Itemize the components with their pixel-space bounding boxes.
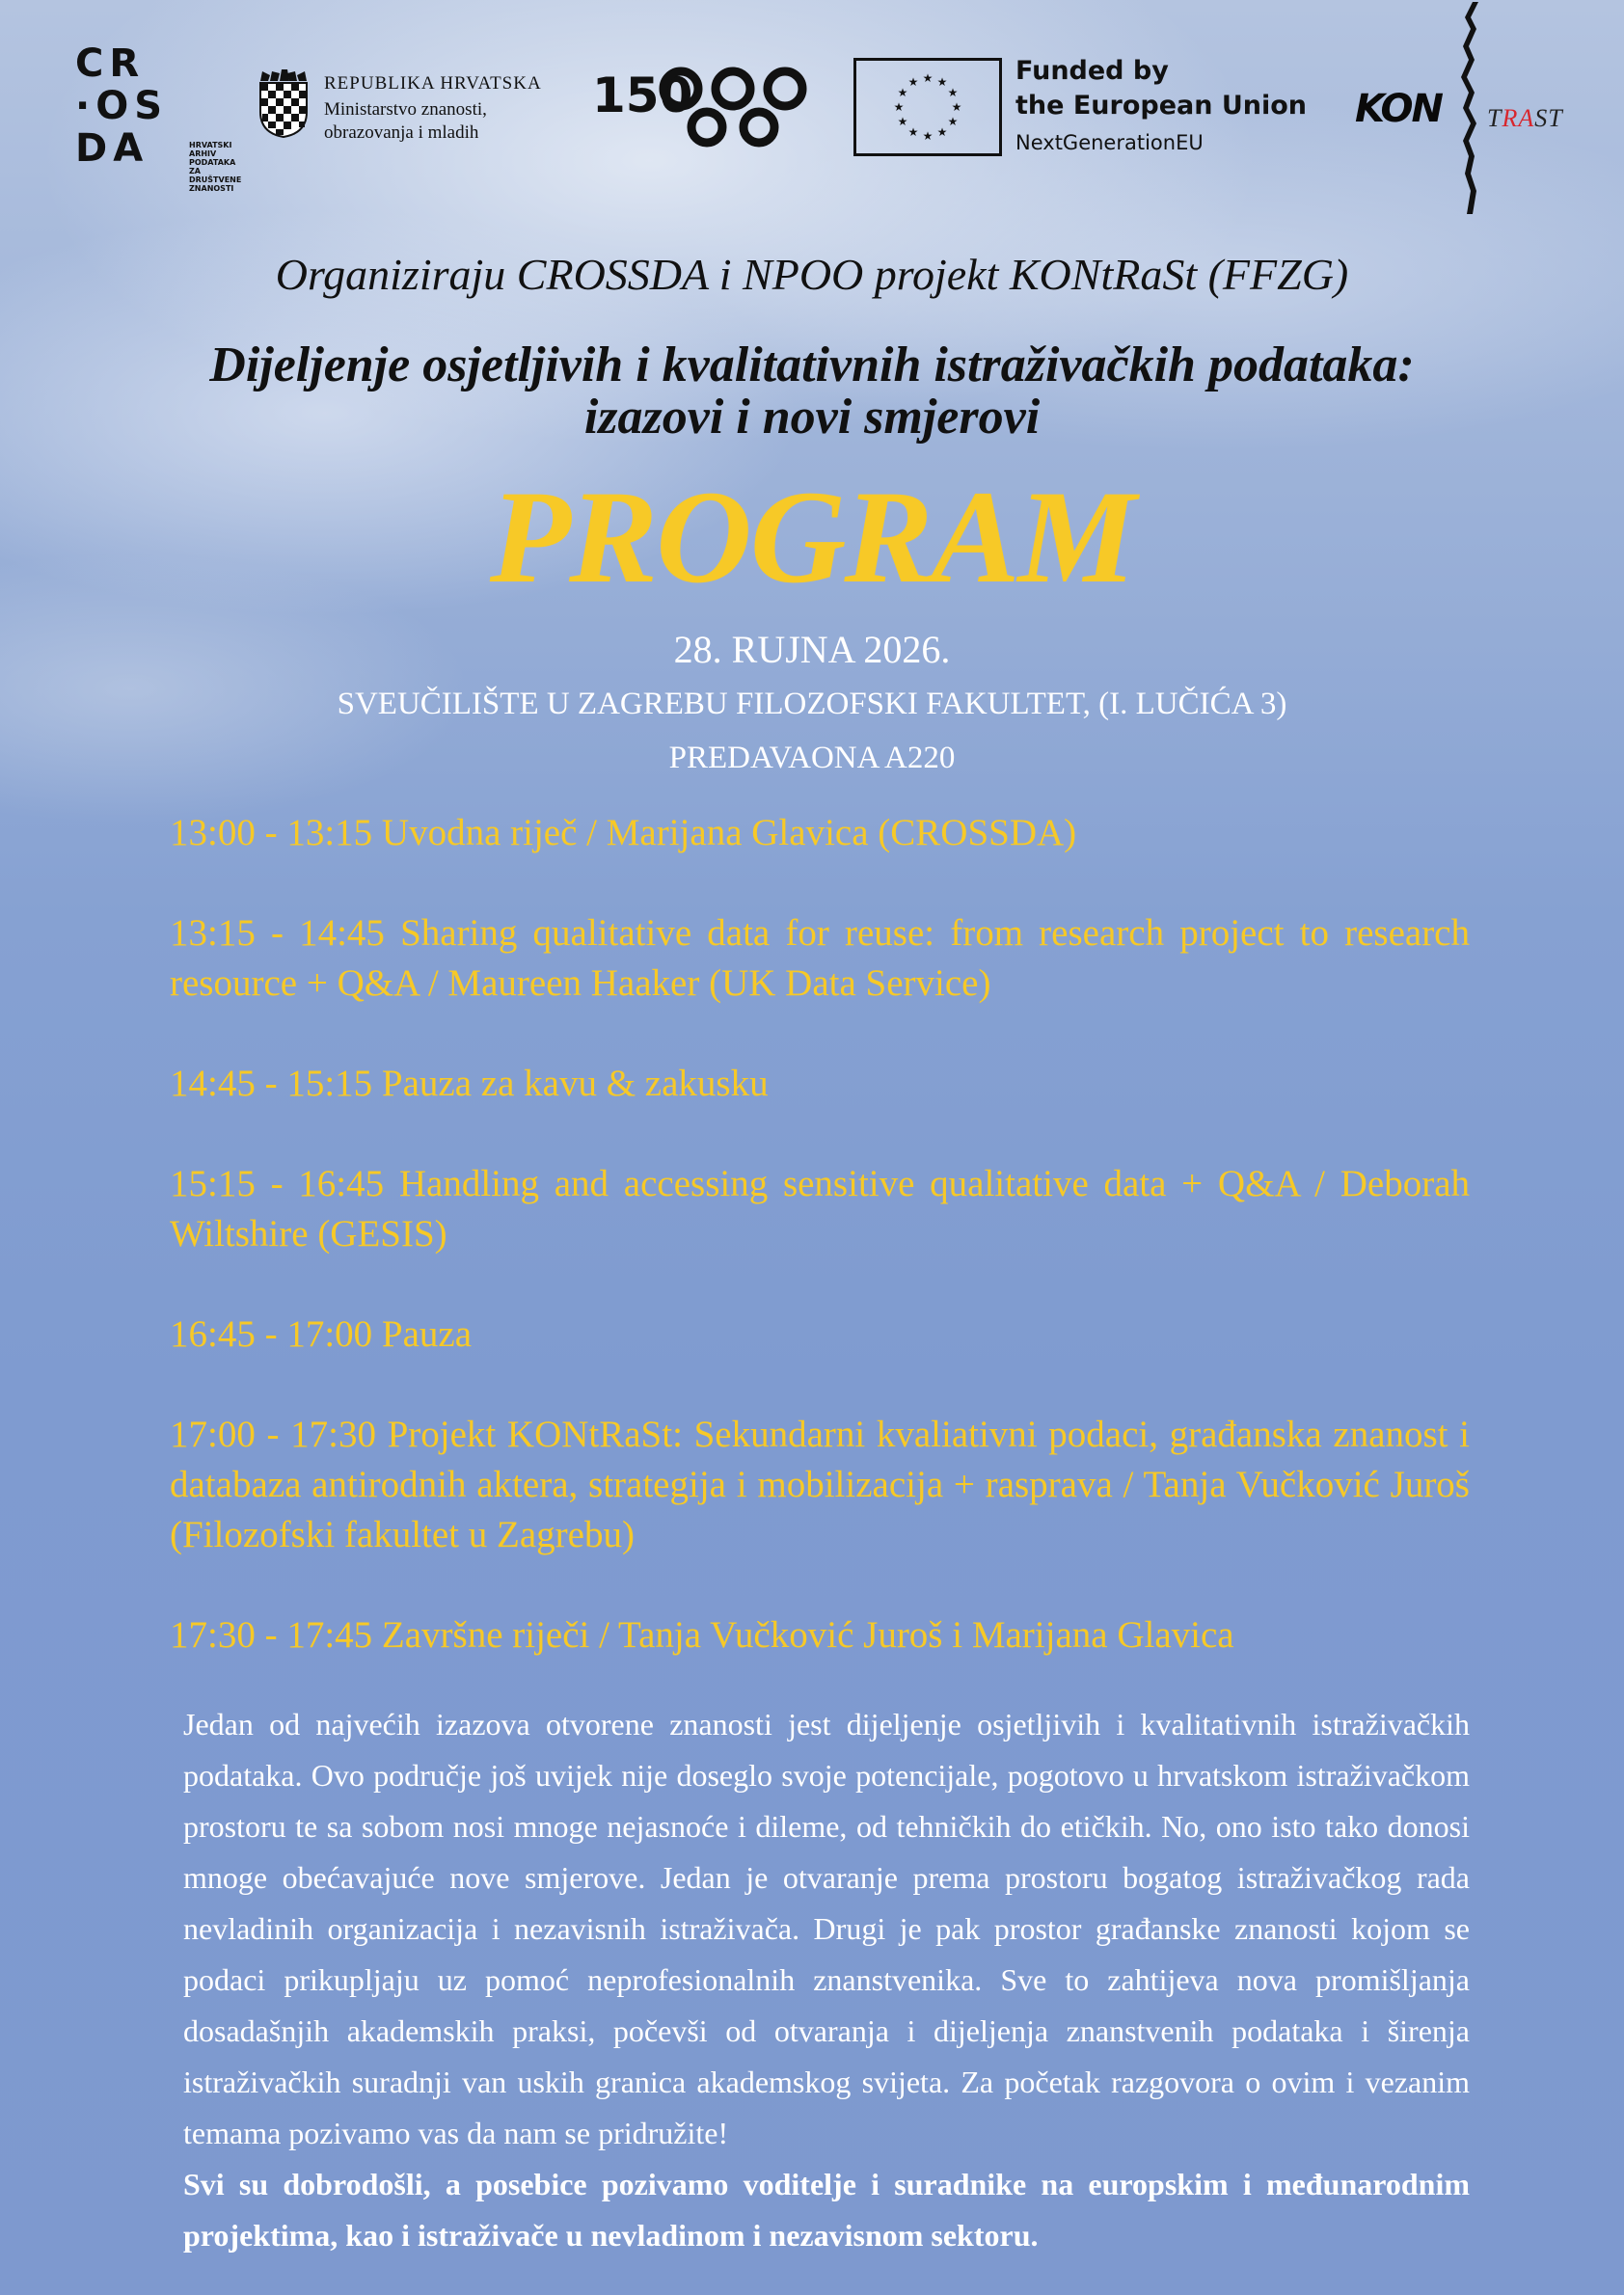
kontrast-st: ST [1534,104,1563,132]
ministry-line1: REPUBLIKA HRVATSKA [324,73,542,94]
schedule-item: 15:15 - 16:45 Handling and accessing sensitive qualitative data + Q&A / Deborah Wiltshire (GESIS) [170,1163,1470,1255]
schedule-item: 17:00 - 17:30 Projekt KONtRaSt: Sekundarni kvaliativni podaci, građanska znanost i databaza antirodnih aktera, strategija i mobilizacija + rasprava / Tanja Vučković Juroš (Filozofski fakultet u Zagrebu) [170,1414,1470,1555]
event-description [183,1699,1470,2261]
schedule-item: 14:45 - 15:15 Pauza za kavu & zakusku [170,1063,769,1104]
kontrast-kon-text: KON [1355,87,1442,131]
schedule-item: 13:15 - 14:45 Sharing qualitative data for reuse: from research project to research resource + Q&A / Maureen Haaker (UK Data Service) [170,912,1470,1004]
kontrast-trast-text [1487,104,1563,133]
eu-funding-logo [853,56,1316,162]
anniversary-150-icon [590,56,810,152]
svg-text:★: ★ [922,129,934,143]
anniversary-150-logo [590,56,810,152]
svg-text:★: ★ [947,86,959,99]
logo-row [0,0,1624,222]
description-invitation: Svi su dobrodošli, a posebice pozivamo voditelje i suradnike na europskim i međunarodnim projektima, kao i istraživače u nevladinom i nezavisnom sektoru. [183,2167,1470,2253]
ministry-line2: Ministarstvo znanosti, obrazovanja i mladih [324,99,487,143]
crossda-letters [75,42,176,170]
event-date: 28. RUJNA 2026. [673,628,951,671]
svg-text:★: ★ [936,125,948,139]
organizers-line: Organiziraju CROSSDA i NPOO projekt KONtRaSt (FFZG) [275,250,1349,299]
schedule-item: 13:00 - 13:15 Uvodna riječ / Marijana Glavica (CROSSDA) [170,812,1077,853]
svg-text:★: ★ [936,75,948,89]
program-heading: PROGRAM [489,463,1135,610]
crack-line-icon [1444,0,1492,217]
crossda-letters-line: DA [75,126,149,171]
kontrast-t: T [1487,104,1502,132]
event-title-line1: Dijeljenje osjetljivih i kvalitativnih istraživačkih podataka: [209,338,1415,392]
schedule-list [170,808,1470,1711]
croatian-coat-of-arms-icon [258,69,309,139]
svg-text:★: ★ [907,75,919,89]
schedule-item: 16:45 - 17:00 Pauza [170,1313,473,1355]
svg-text:★: ★ [893,100,905,114]
event-title [0,339,1624,444]
description-paragraph: Jedan od najvećih izazova otvorene znanosti jest dijeljenje osjetljivih i kvalitativnih istraživačkih podataka. Ovo područje još uvijek nije doseglo svoje potencijale, pogotovo u hrvatskom istraživačkom prostoru te sa sobom nosi mnoge nejasnoće i dileme, od tehničkih do etičkih. No, ono isto tako donosi mnoge obećavajuće nove smjerove. Jedan je otvaranje prema prostoru bogatog istraživačkog rada nevladinih organizacija i nezavisnih istraživača. Drugi je pak prostor građanske znanosti kojom se podaci prikupljaju uz pomoć neprofesionalnih znanstvenika. Sve to zahtijeva nova promišljanja dosadašnjih akademskih praksi, počevši od otvaranja i dijeljenja znanstvenih podataka i širenja istraživačkih suradnji van uskih granica akademskog svijeta. Za početak razgovora o ovim i vezanim temama pozivamo vas da nam se pridružite! [183,1707,1470,2150]
svg-text:★: ★ [897,86,908,99]
eu-funded-line2: the European Union [1015,91,1308,121]
anniversary-number: 150 [592,68,693,123]
svg-text:★: ★ [907,125,919,139]
kontrast-logo [1352,0,1583,222]
eu-flag-icon [853,58,1002,156]
crossda-logo [75,41,244,193]
crossda-caption: HRVATSKI ARHIV PODATAKA ZA DRUŠTVENE ZNANOSTI [189,141,242,193]
event-room: PREDAVAONA A220 [668,741,956,775]
kontrast-ra: RA [1502,104,1535,132]
eu-nextgen-line: NextGenerationEU [1015,131,1204,154]
crossda-letters-line: CR [75,41,146,86]
crossda-letters-line: ·OS [75,84,169,128]
event-title-line2: izazovi i novi smjerovi [583,390,1041,445]
svg-text:★: ★ [897,115,908,128]
svg-text:★: ★ [922,71,934,85]
svg-text:★: ★ [951,100,962,114]
schedule-item: 17:30 - 17:45 Završne riječi / Tanja Vučković Juroš i Marijana Glavica [170,1614,1234,1656]
ministry-logo [258,68,567,145]
event-venue: SVEUČILIŠTE U ZAGREBU FILOZOFSKI FAKULTET, (I. LUČIĆA 3) [337,687,1287,721]
eu-funded-line1: Funded by [1015,56,1169,86]
svg-text:★: ★ [947,115,959,128]
